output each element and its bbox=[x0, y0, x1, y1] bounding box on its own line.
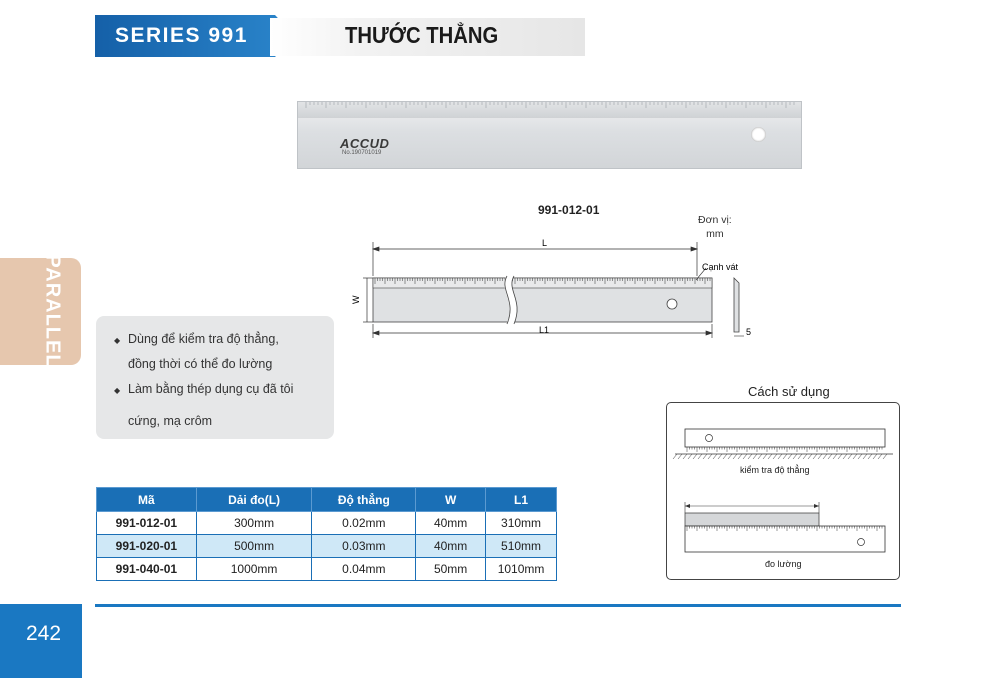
cell-range: 300mm bbox=[196, 512, 312, 535]
cell-range: 1000mm bbox=[196, 558, 312, 581]
cell-code: 991-020-01 bbox=[97, 535, 197, 558]
dim-W-label: W bbox=[351, 295, 361, 304]
table-row bbox=[97, 558, 557, 581]
bullet-icon: ◆ bbox=[114, 386, 121, 395]
surface-hatch bbox=[788, 454, 792, 459]
ruler-scale-ticks bbox=[298, 102, 803, 118]
feature-list bbox=[96, 316, 334, 439]
unit-label: Đơn vị: bbox=[698, 214, 732, 226]
usage-diagram-box bbox=[666, 402, 900, 580]
feature-line: đồng thời có thể đo lường bbox=[128, 357, 273, 371]
ruler-scale-strip bbox=[298, 102, 801, 118]
surface-hatch bbox=[853, 454, 857, 459]
surface-hatch bbox=[728, 454, 732, 459]
page-number: 242 bbox=[26, 622, 62, 645]
table-row bbox=[97, 512, 557, 535]
surface-hatch bbox=[748, 454, 752, 459]
technical-drawing bbox=[350, 200, 760, 350]
surface-hatch bbox=[783, 454, 787, 459]
surface-hatch bbox=[708, 454, 712, 459]
cell-straightness: 0.02mm bbox=[312, 512, 416, 535]
surface-hatch bbox=[848, 454, 852, 459]
serial-number: No.190701019 bbox=[342, 150, 382, 156]
thickness-label: 5 bbox=[746, 327, 752, 337]
cell-code: 991-040-01 bbox=[97, 558, 197, 581]
surface-hatch bbox=[823, 454, 827, 459]
surface-hatch bbox=[763, 454, 767, 459]
surface-hatch bbox=[843, 454, 847, 459]
surface-hatch bbox=[768, 454, 772, 459]
surface-hatch bbox=[723, 454, 727, 459]
surface-hatch bbox=[878, 454, 882, 459]
col-header-width: W bbox=[416, 488, 486, 512]
dim-L1-label: L1 bbox=[539, 325, 550, 335]
surface-hatch bbox=[803, 454, 807, 459]
col-header-code: Mã bbox=[97, 488, 197, 512]
col-header-straightness: Độ thẳng bbox=[312, 488, 416, 512]
dim-L-label: L bbox=[542, 238, 548, 248]
surface-hatch bbox=[778, 454, 782, 459]
cell-width: 40mm bbox=[416, 535, 486, 558]
surface-hatch bbox=[713, 454, 717, 459]
surface-hatch bbox=[733, 454, 737, 459]
feature-line: Dùng để kiểm tra độ thẳng, bbox=[128, 332, 279, 346]
category-label: PARALLEL bbox=[41, 254, 64, 368]
cell-length: 310mm bbox=[486, 512, 557, 535]
usage-caption-straightness: kiểm tra độ thẳng bbox=[740, 465, 810, 475]
series-label: SERIES 991 bbox=[115, 24, 248, 47]
surface-hatch bbox=[773, 454, 777, 459]
col-header-length: L1 bbox=[486, 488, 557, 512]
surface-hatch bbox=[738, 454, 742, 459]
product-photo bbox=[297, 101, 802, 169]
surface-hatch bbox=[793, 454, 797, 459]
drawing-model-code: 991-012-01 bbox=[538, 203, 600, 217]
surface-hatch bbox=[683, 454, 687, 459]
surface-hatch bbox=[798, 454, 802, 459]
surface-hatch bbox=[808, 454, 812, 459]
surface-hatch bbox=[833, 454, 837, 459]
surface-hatch bbox=[673, 454, 677, 459]
spec-table bbox=[96, 487, 557, 581]
surface-hatch bbox=[753, 454, 757, 459]
cell-width: 40mm bbox=[416, 512, 486, 535]
surface-hatch bbox=[758, 454, 762, 459]
surface-hatch bbox=[698, 454, 702, 459]
category-side-tab bbox=[0, 254, 81, 368]
surface-hatch bbox=[818, 454, 822, 459]
surface-hatch bbox=[703, 454, 707, 459]
feature-line: Làm bằng thép dụng cụ đã tôi bbox=[128, 382, 294, 396]
page-title: THƯỚC THẲNG bbox=[345, 22, 499, 48]
brand-logo: ACCUD bbox=[340, 136, 390, 151]
surface-hatch bbox=[858, 454, 862, 459]
surface-hatch bbox=[693, 454, 697, 459]
surface-hatch bbox=[873, 454, 877, 459]
surface-hatch bbox=[678, 454, 682, 459]
surface-hatch bbox=[828, 454, 832, 459]
footer-rule bbox=[95, 604, 901, 607]
cell-code: 991-012-01 bbox=[97, 512, 197, 535]
usage-caption-measure: đo lường bbox=[765, 559, 802, 569]
bullet-icon: ◆ bbox=[114, 336, 121, 345]
surface-hatch bbox=[688, 454, 692, 459]
series-banner bbox=[95, 15, 295, 57]
cell-range: 500mm bbox=[196, 535, 312, 558]
unit-value: mm bbox=[706, 228, 724, 240]
cell-length: 510mm bbox=[486, 535, 557, 558]
table-header-row bbox=[97, 488, 557, 512]
bevel-label: Cạnh vát bbox=[702, 262, 739, 272]
usage-title: Cách sử dụng bbox=[748, 384, 830, 399]
cell-straightness: 0.03mm bbox=[312, 535, 416, 558]
cell-width: 50mm bbox=[416, 558, 486, 581]
surface-hatch bbox=[883, 454, 887, 459]
surface-hatch bbox=[868, 454, 872, 459]
surface-hatch bbox=[838, 454, 842, 459]
usage-diagram bbox=[667, 403, 899, 579]
feature-line: cứng, mạ crôm bbox=[128, 414, 213, 428]
surface-hatch bbox=[813, 454, 817, 459]
cell-length: 1010mm bbox=[486, 558, 557, 581]
surface-hatch bbox=[863, 454, 867, 459]
table-row bbox=[97, 535, 557, 558]
col-header-range: Dải đo(L) bbox=[196, 488, 312, 512]
surface-hatch bbox=[718, 454, 722, 459]
surface-hatch bbox=[743, 454, 747, 459]
hanging-hole bbox=[751, 127, 766, 142]
page-number-badge bbox=[0, 604, 82, 678]
cell-straightness: 0.04mm bbox=[312, 558, 416, 581]
